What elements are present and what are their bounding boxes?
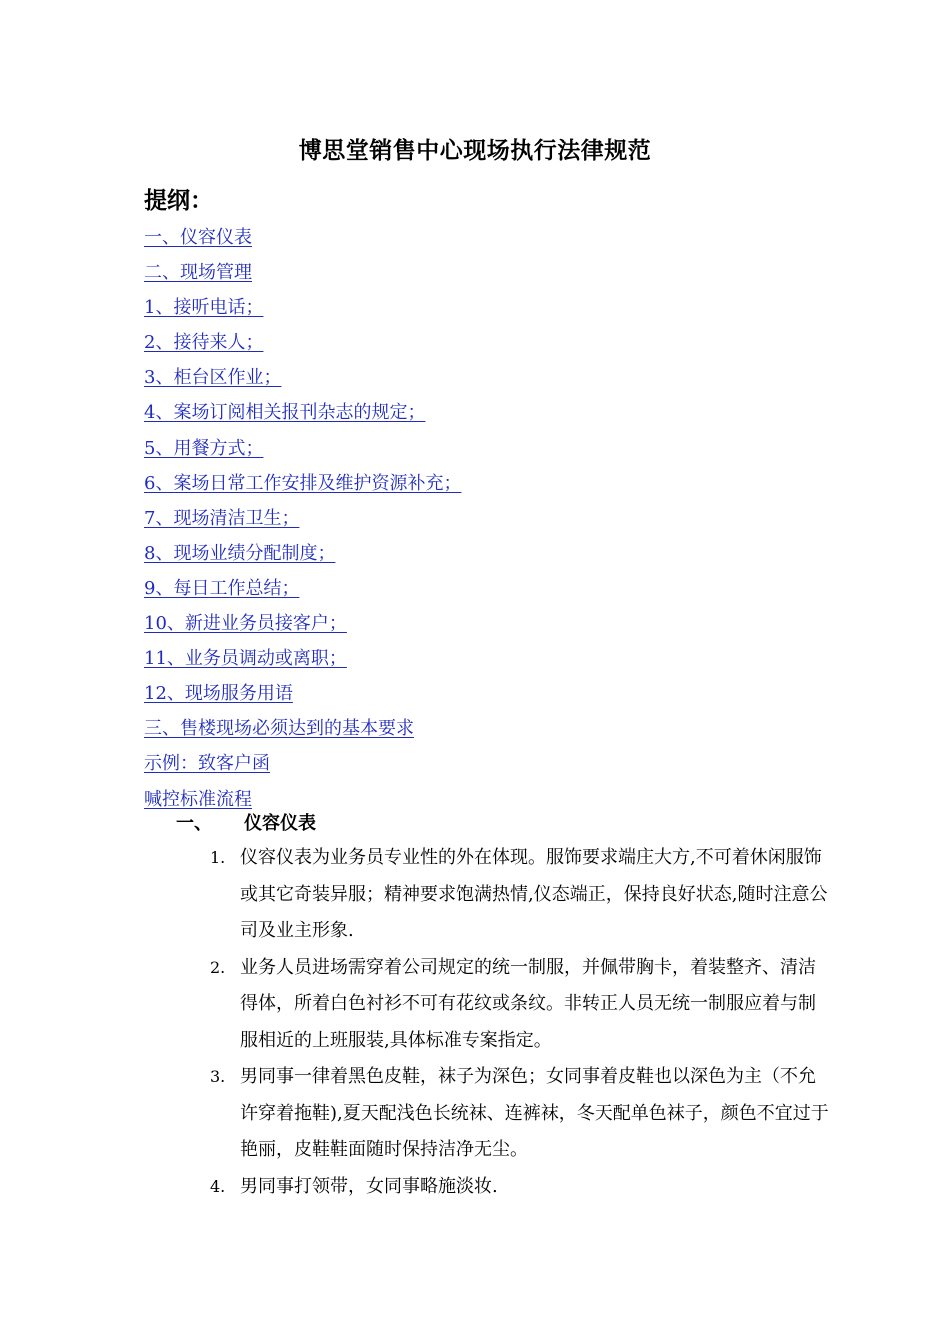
toc-link[interactable]: 9、每日工作总结； bbox=[144, 577, 300, 599]
toc-item bbox=[144, 676, 461, 711]
toc-item bbox=[144, 501, 461, 536]
toc-item bbox=[144, 466, 461, 501]
toc-item bbox=[144, 571, 461, 606]
toc-item bbox=[144, 746, 461, 781]
list-item bbox=[210, 840, 830, 950]
toc-link[interactable]: 7、现场清洁卫生； bbox=[144, 507, 300, 529]
toc-item bbox=[144, 220, 461, 255]
toc-item bbox=[144, 360, 461, 395]
list-item bbox=[210, 1169, 830, 1206]
toc-link[interactable]: 1、接听电话； bbox=[144, 297, 264, 319]
toc-item bbox=[144, 395, 461, 430]
toc-link[interactable]: 2、接待来人； bbox=[144, 332, 264, 354]
list-item-text: 男同事打领带，女同事略施淡妆. bbox=[240, 1175, 498, 1197]
list-item bbox=[210, 1059, 830, 1169]
section-number: 一、 bbox=[176, 813, 212, 834]
list-item-marker: 1. bbox=[210, 848, 226, 867]
toc-link[interactable]: 一、仪容仪表 bbox=[144, 227, 252, 248]
toc-link[interactable]: 二、现场管理 bbox=[144, 262, 252, 284]
table-of-contents bbox=[144, 220, 461, 817]
list-item-text: 仪容仪表为业务员专业性的外在体现。服饰要求端庄大方,不可着休闲服饰或其它奇装异服；精神要求饱满热情,仪态端正，保持良好状态,随时注意公司及业主形象. bbox=[240, 847, 828, 941]
list-item-marker: 4. bbox=[210, 1176, 226, 1196]
toc-link[interactable]: 3、柜台区作业； bbox=[144, 367, 282, 389]
toc-link[interactable]: 三、售楼现场必须达到的基本要求 bbox=[144, 718, 414, 740]
toc-link[interactable]: 8、现场业绩分配制度； bbox=[144, 542, 336, 564]
toc-item bbox=[144, 325, 461, 360]
toc-item bbox=[144, 641, 461, 676]
toc-link[interactable]: 6、案场日常工作安排及维护资源补充； bbox=[144, 472, 462, 494]
toc-link[interactable]: 10、新进业务员接客户； bbox=[144, 613, 347, 635]
toc-link[interactable]: 11、业务员调动或离职； bbox=[144, 648, 347, 670]
list-item bbox=[210, 950, 830, 1060]
toc-item bbox=[144, 290, 461, 325]
list-item-marker: 2. bbox=[210, 957, 226, 977]
section-heading bbox=[176, 811, 316, 837]
section-title: 仪容仪表 bbox=[244, 813, 316, 834]
list-item-text: 业务人员进场需穿着公司规定的统一制服，并佩带胸卡，着装整齐、清洁得体，所着白色衬衫不可有花纹或条纹。非转正人员无统一制服应着与制服相近的上班服装,具体标准专案指定。 bbox=[240, 956, 816, 1051]
document-title: 博思堂销售中心现场执行法律规范 bbox=[298, 138, 652, 164]
toc-link[interactable]: 4、案场订阅相关报刊杂志的规定； bbox=[144, 402, 426, 424]
toc-item bbox=[144, 606, 461, 641]
toc-link[interactable]: 喊控标准流程 bbox=[144, 788, 252, 810]
toc-item bbox=[144, 431, 461, 466]
list-item-text: 男同事一律着黑色皮鞋，袜子为深色；女同事着皮鞋也以深色为主（不允许穿着拖鞋),夏天配浅色长统袜、连裤袜，冬天配单色袜子，颜色不宜过于艳丽，皮鞋鞋面随时保持洁净无尘。 bbox=[240, 1066, 829, 1160]
toc-link[interactable]: 12、现场服务用语 bbox=[144, 683, 293, 705]
outline-heading: 提纲： bbox=[144, 188, 213, 214]
toc-item bbox=[144, 711, 461, 746]
toc-item bbox=[144, 536, 461, 571]
toc-item bbox=[144, 255, 461, 290]
toc-link[interactable]: 5、用餐方式； bbox=[144, 437, 264, 459]
list-item-marker: 3. bbox=[210, 1067, 226, 1086]
toc-link[interactable]: 示例：致客户函 bbox=[144, 753, 270, 775]
section-item-list bbox=[210, 840, 830, 1205]
